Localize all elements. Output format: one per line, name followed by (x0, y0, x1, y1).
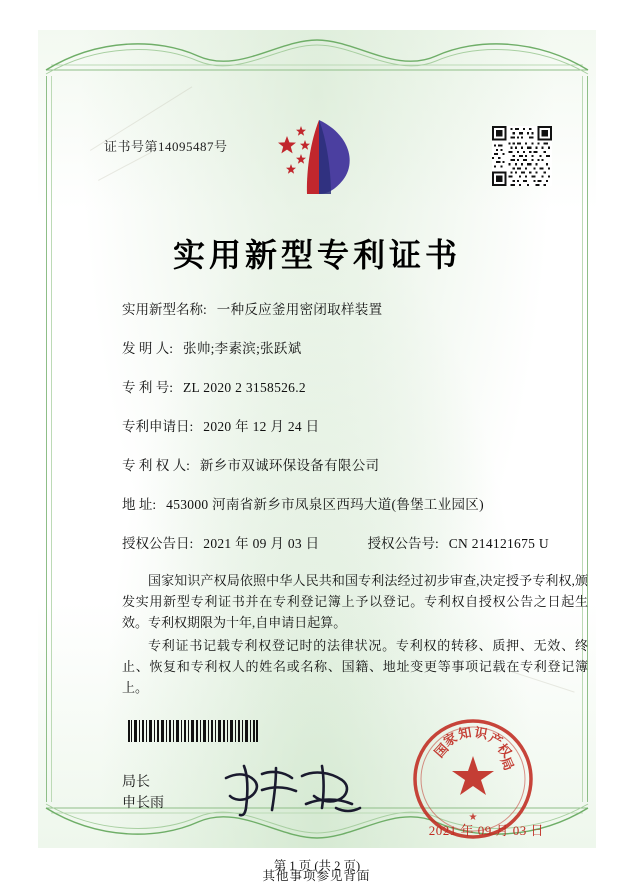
field-label: 专 利 号: (122, 380, 174, 395)
svg-text:国: 国 (431, 740, 452, 761)
footer-note: 其他事项参见背面 (262, 869, 371, 883)
svg-text:产: 产 (486, 729, 506, 750)
page-indicator: 第 1 页 (共 2 页) (273, 859, 361, 873)
director-role-label: 局长 (122, 775, 150, 790)
grant-date-value: 2021 年 09 月 03 日 (203, 536, 320, 551)
seal-date: 2021 年 09 月 03 日 (428, 823, 544, 838)
field-label: 实用新型名称: (122, 302, 207, 317)
svg-text:★: ★ (468, 812, 478, 823)
legal-text (122, 570, 588, 700)
left-border-line-inner (51, 76, 52, 802)
field-label: 地 址: (122, 497, 157, 512)
top-border-ornament (38, 30, 596, 76)
field-row-grant (122, 532, 592, 552)
field-value: 2020 年 12 月 24 日 (203, 419, 320, 434)
field-row-patentee (122, 454, 592, 474)
handwritten-signature (218, 758, 378, 820)
cnipa-logo-icon (257, 114, 377, 200)
field-row-patent-number (122, 376, 592, 396)
scan-artifact (98, 152, 151, 181)
field-value: 453000 河南省新乡市凤泉区西玛大道(鲁堡工业园区) (166, 497, 484, 512)
field-value: 一种反应釜用密闭取样装置 (216, 302, 383, 317)
qr-code-icon (492, 126, 552, 186)
svg-text:识: 识 (473, 724, 489, 742)
svg-text:知: 知 (457, 724, 473, 742)
field-row-address (122, 493, 592, 513)
field-label: 专 利 权 人: (122, 458, 190, 473)
svg-text:权: 权 (494, 740, 515, 761)
field-row-invention-name (122, 298, 592, 318)
field-value: 新乡市双诚环保设备有限公司 (199, 458, 380, 473)
svg-text:局: 局 (497, 754, 517, 773)
grant-number-value: CN 214121675 U (448, 536, 549, 551)
field-row-application-date (122, 415, 592, 435)
field-label: 专利申请日: (122, 419, 194, 434)
certificate-number: 证书号第14095487号 (104, 139, 228, 154)
barcode-icon (128, 720, 258, 742)
field-value: ZL 2020 2 3158526.2 (183, 380, 306, 395)
page-title: 实用新型专利证书 (172, 237, 461, 273)
director-name-label: 申长雨 (122, 796, 164, 811)
grant-number-group (367, 532, 548, 552)
left-border-line (46, 76, 47, 802)
field-value: 张帅;李素滨;张跃斌 (183, 341, 302, 356)
certificate-sheet (38, 30, 596, 873)
legal-paragraph-1: 国家知识产权局依照中华人民共和国专利法经过初步审查,决定授予专利权,颁发实用新型专利证书并在专利登记簿上予以登记。专利权自授权公告之日起生效。专利权期限为十年,自申请日起算。 (122, 573, 588, 631)
field-list (122, 298, 592, 571)
svg-text:家: 家 (440, 729, 460, 750)
grant-number-label: 授权公告号: (367, 536, 439, 551)
field-label: 发 明 人: (122, 341, 174, 356)
director-block (122, 772, 164, 814)
grant-date-label: 授权公告日: (122, 536, 194, 551)
field-row-inventors (122, 337, 592, 357)
legal-paragraph-2: 专利证书记载专利权登记时的法律状况。专利权的转移、质押、无效、终止、恢复和专利权人的姓名或名称、国籍、地址变更等事项记载在专利登记簿上。 (122, 638, 588, 696)
